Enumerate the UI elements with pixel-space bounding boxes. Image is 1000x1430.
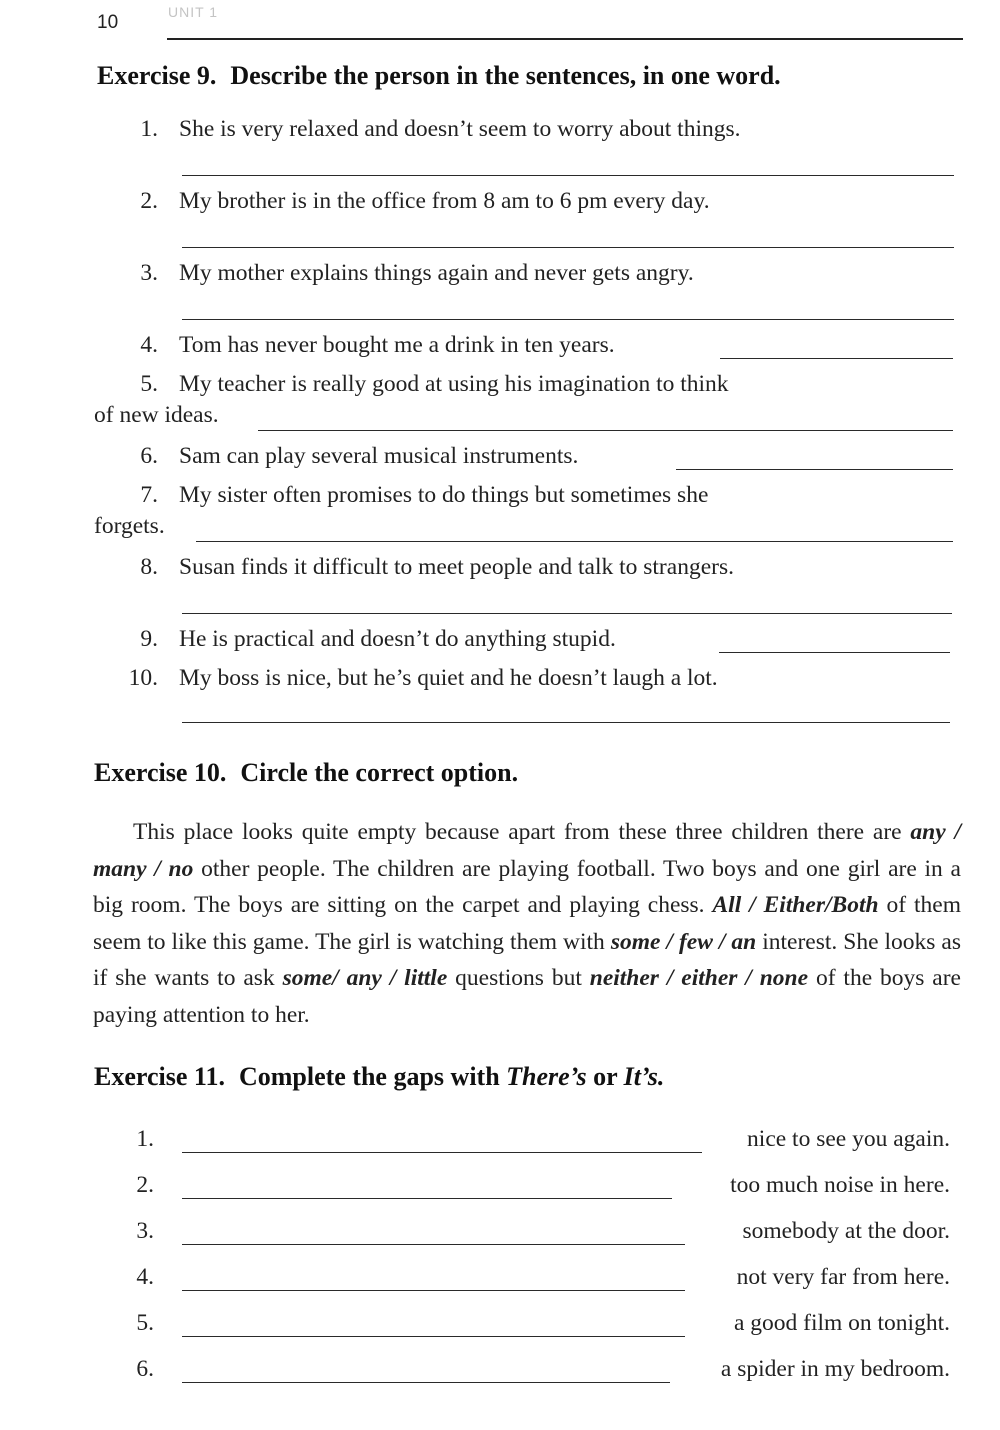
ex9-item-4-answer-line[interactable]: [720, 358, 953, 359]
ex9-item-6-text: Sam can play several musical instruments.: [179, 443, 579, 469]
ex9-item-2-number: 2.: [140, 188, 158, 214]
ex9-item-6-answer-line[interactable]: [676, 469, 953, 470]
option-group-5[interactable]: neither / either / none: [589, 965, 809, 992]
ex9-item-4-number: 4.: [140, 332, 158, 358]
ex9-item-2-text: My brother is in the office from 8 am to 6 pm every day.: [179, 188, 710, 214]
ex11-item-3-answer-line[interactable]: [182, 1244, 685, 1245]
ex9-item-3-answer-line[interactable]: [182, 319, 954, 320]
ex11-item-1-number: 1.: [136, 1126, 154, 1152]
ex9-item-8-text: Susan finds it difficult to meet people and talk to strangers.: [179, 554, 734, 580]
exercise-10-instruction: Circle the correct option.: [240, 758, 519, 787]
ex11-item-6-text: a spider in my bedroom.: [720, 1356, 950, 1382]
ex9-item-10-answer-line[interactable]: [182, 722, 950, 723]
ex11-item-6-number: 6.: [136, 1356, 154, 1382]
paragraph-text: other people. The children are playing football. Two boys and one girl are in a big room. The boys are sitting on the carpet and playing chess.: [93, 855, 961, 919]
ex9-item-5-continuation: of new ideas.: [94, 402, 219, 428]
exercise-9-instruction: Describe the person in the sentences, in one word.: [230, 61, 781, 90]
ex11-item-4-text: not very far from here.: [736, 1264, 950, 1290]
ex9-item-10-text: My boss is nice, but he’s quiet and he doesn’t laugh a lot.: [179, 665, 718, 691]
paragraph-text: interest. She looks as if she wants to ask: [93, 928, 961, 992]
option-group-4[interactable]: some/ any / little: [282, 965, 448, 992]
ex11-item-5-number: 5.: [136, 1310, 154, 1336]
exercise-10-label: Exercise 10.: [94, 758, 227, 787]
exercise-9-label: Exercise 9.: [97, 61, 217, 90]
page-number: 10: [97, 12, 119, 33]
ex9-item-3-number: 3.: [140, 260, 158, 286]
exercise-10-heading: [94, 758, 518, 788]
ex11-item-2-answer-line[interactable]: [182, 1198, 672, 1199]
option-group-3[interactable]: some / few / an: [610, 928, 757, 955]
ex9-item-10-number: 10.: [128, 665, 158, 691]
ex9-item-8-number: 8.: [140, 554, 158, 580]
instruction-option-its: It’s.: [623, 1062, 665, 1091]
ex9-item-9-text: He is practical and doesn’t do anything stupid.: [179, 626, 616, 652]
ex9-item-5-answer-line[interactable]: [258, 430, 953, 431]
instruction-option-theres: There’s: [506, 1062, 587, 1091]
ex11-item-1-answer-line[interactable]: [182, 1152, 702, 1153]
option-group-1[interactable]: any / many / no: [93, 819, 961, 882]
exercise-11-heading: [94, 1062, 664, 1092]
paragraph-text: This place looks quite empty because apart from these three children there are: [133, 819, 911, 845]
ex9-item-7-number: 7.: [140, 482, 158, 508]
ex11-item-5-answer-line[interactable]: [182, 1336, 685, 1337]
exercise-10-paragraph: [93, 814, 961, 1034]
paragraph-text: questions but: [447, 965, 590, 992]
ex11-item-3-number: 3.: [136, 1218, 154, 1244]
ex11-item-3-text: somebody at the door.: [742, 1218, 950, 1244]
ex9-item-3-text: My mother explains things again and never gets angry.: [179, 260, 694, 286]
ex9-item-5-text: My teacher is really good at using his imagination to think: [179, 371, 729, 397]
paragraph-text: of the boys are paying attention to her.: [93, 965, 961, 1028]
ex11-item-2-text: too much noise in here.: [730, 1172, 950, 1198]
instruction-text: or: [586, 1062, 624, 1091]
ex9-item-1-answer-line[interactable]: [182, 175, 954, 176]
ex9-item-7-continuation: forgets.: [94, 513, 165, 539]
ex9-item-9-answer-line[interactable]: [719, 652, 950, 653]
ex9-item-7-text: My sister often promises to do things but sometimes she: [179, 482, 709, 508]
ex11-item-1-text: nice to see you again.: [747, 1126, 950, 1152]
exercise-11-label: Exercise 11.: [94, 1062, 225, 1091]
ex9-item-4-text: Tom has never bought me a drink in ten years.: [179, 332, 615, 358]
ex9-item-2-answer-line[interactable]: [182, 247, 954, 248]
instruction-text: Complete the gaps with: [238, 1062, 507, 1091]
ex11-item-6-answer-line[interactable]: [182, 1382, 670, 1383]
ex11-item-4-number: 4.: [136, 1264, 154, 1290]
unit-label: UNIT 1: [168, 4, 219, 20]
ex9-item-7-answer-line[interactable]: [196, 541, 953, 542]
ex9-item-9-number: 9.: [140, 626, 158, 652]
paragraph-text: of them seem to like this game. The girl is watching them with: [93, 892, 961, 955]
ex9-item-5-number: 5.: [140, 371, 158, 397]
option-group-2[interactable]: All / Either/Both: [712, 892, 879, 919]
ex11-item-5-text: a good film on tonight.: [733, 1310, 950, 1336]
exercise-9-heading: [97, 61, 781, 91]
ex9-item-6-number: 6.: [140, 443, 158, 469]
ex11-item-4-answer-line[interactable]: [182, 1290, 685, 1291]
ex9-item-1-text: She is very relaxed and doesn’t seem to worry about things.: [179, 116, 741, 142]
ex9-item-8-answer-line[interactable]: [182, 613, 952, 614]
exercise-11-instruction: [239, 1062, 664, 1091]
ex9-item-1-number: 1.: [140, 116, 158, 142]
ex11-item-2-number: 2.: [136, 1172, 154, 1198]
header-rule: [167, 38, 963, 40]
